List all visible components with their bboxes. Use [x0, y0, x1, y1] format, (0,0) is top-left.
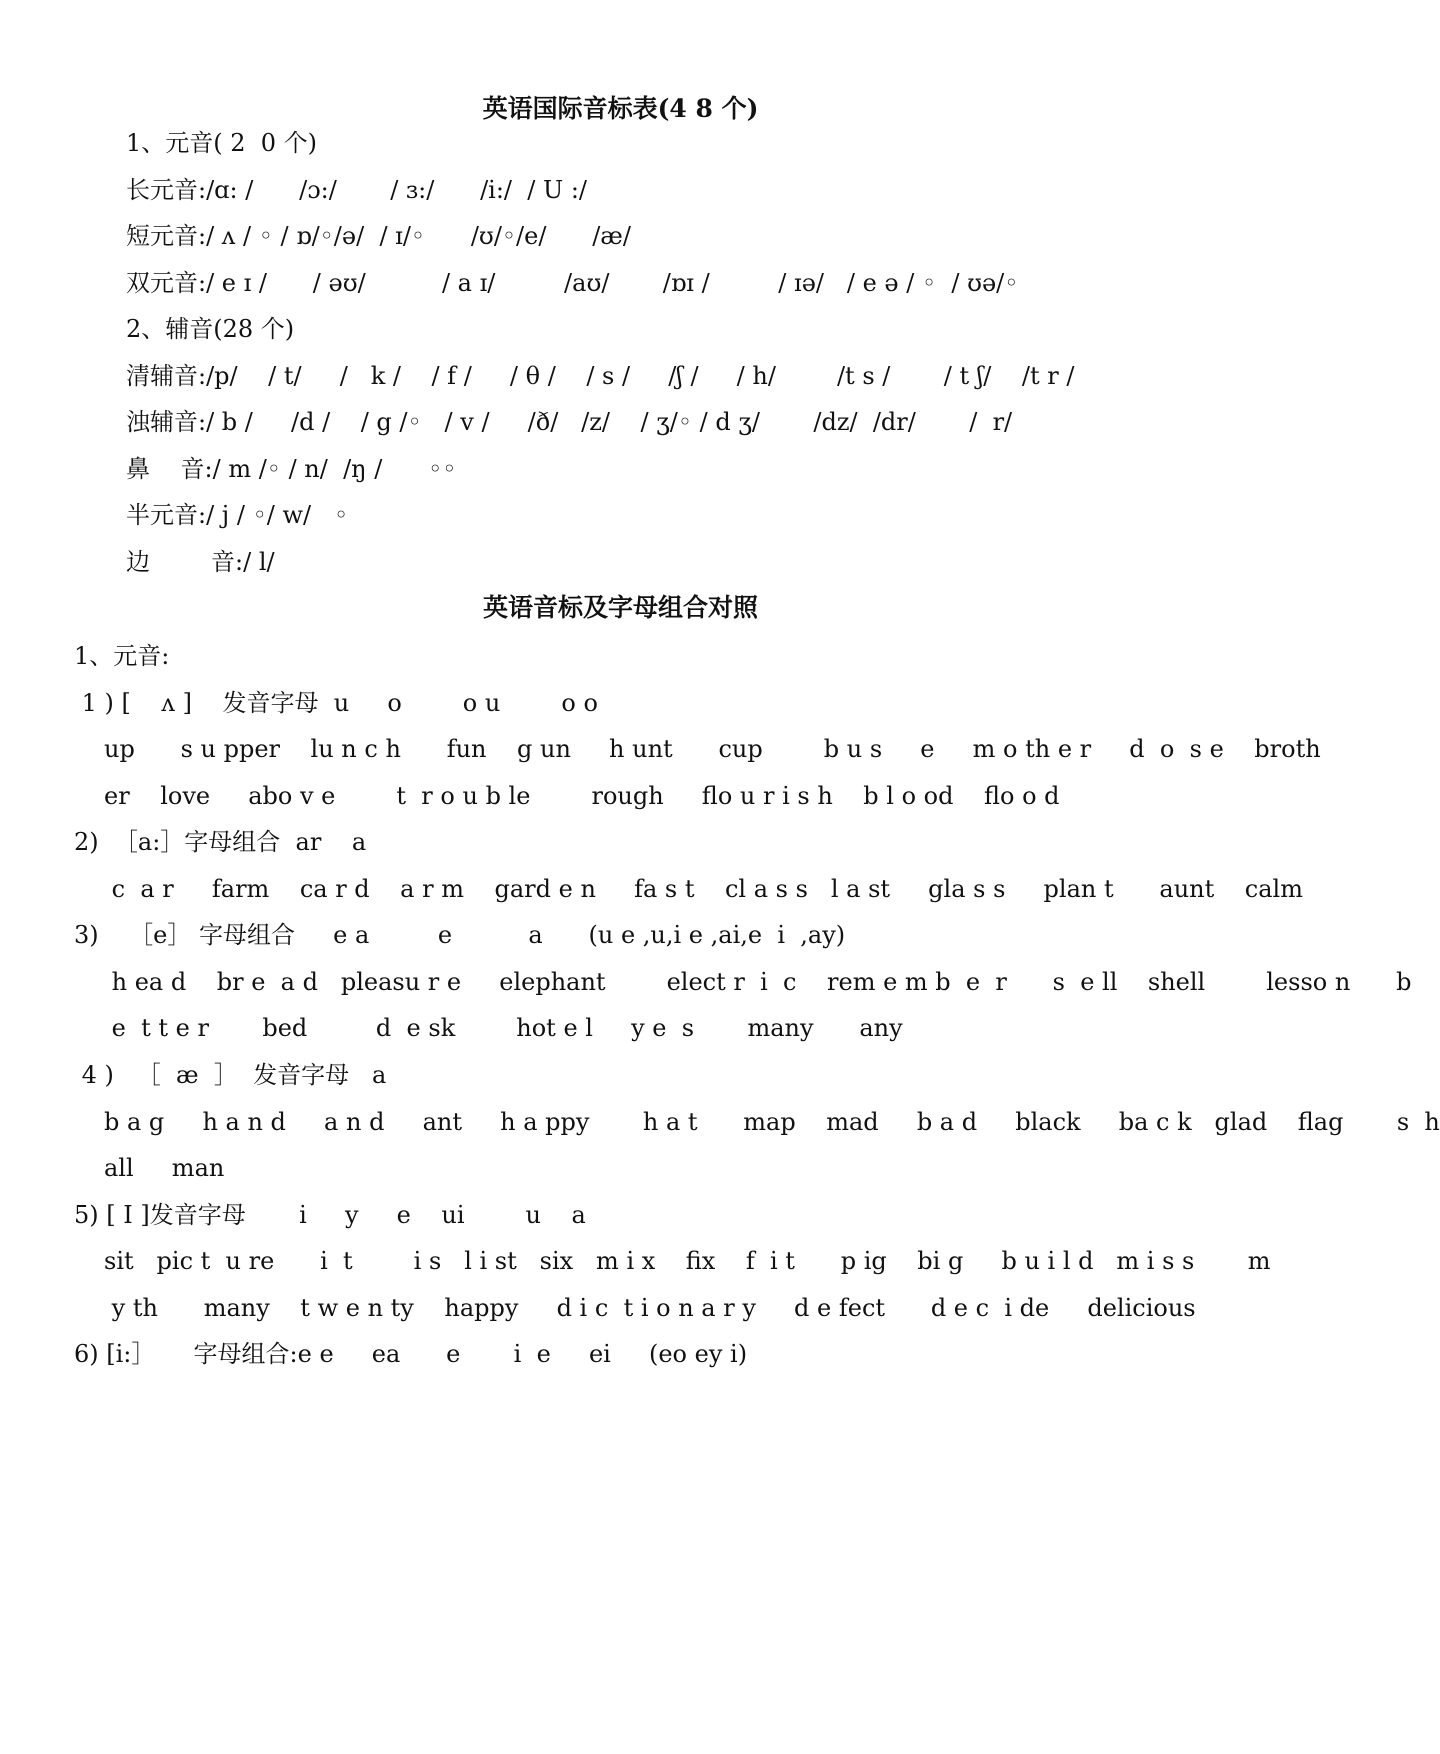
group-3-words-line-2: e t t e r bed d e sk hot e l y e s many any — [104, 1014, 903, 1042]
group-3-words-line-1: h ea d br e a d pleasu r e elephant elect r i c rem e m b e r s e ll shell lesso n b — [104, 968, 1412, 996]
group-1-heading: 1 ) [ ʌ ] 发音字母 u o o u o o — [74, 689, 598, 717]
group-2-words-line-1: c a r farm ca r d a r m gard e n fa s t cl a s s l a st gla s s plan t aunt calm — [104, 875, 1303, 903]
page-title: 英语国际音标表(4 8 个) — [482, 94, 759, 123]
group-3-heading: 3) ［e］ 字母组合 e a e a (u e ,u,i e ,ai,e i ,ay) — [74, 921, 846, 949]
lateral-row: 边 音:/ l/ — [126, 548, 275, 576]
semivowel-row: 半元音:/ j / ◦/ w/ ◦ — [126, 501, 349, 529]
group-4-heading: 4 ) ［ æ ］ 发音字母 a — [74, 1061, 387, 1089]
group-2-heading: 2) ［a:］字母组合 ar a — [74, 828, 367, 856]
short-vowels-row: 短元音:/ ʌ / ◦ / ɒ/◦/ə/ / ɪ/◦ /ʊ/◦/e/ /æ/ — [126, 222, 631, 250]
group-1-words-line-1: up s u pper lu n c h fun g un h unt cup b u s e m o th e r d o s e broth — [104, 735, 1321, 763]
comparison-title: 英语音标及字母组合对照 — [482, 593, 758, 622]
group-6-heading: 6) [i:］ 字母组合:e e ea e i e ei (eo ey i) — [74, 1340, 748, 1368]
nasal-row: 鼻 音:/ m /◦ / n/ /ŋ / ◦◦ — [126, 455, 457, 483]
voiced-consonants-row: 浊辅音:/ b / /d / / g /◦ / v / /ð/ /z/ / ʒ/◦ / d ʒ/ /dz/ /dr/ / r/ — [126, 408, 1013, 436]
long-vowels-row: 长元音:/ɑ: / /ɔ:/ / ɜ:/ /i:/ / U :/ — [126, 176, 588, 204]
group-5-words-line-2: y th many t w e n ty happy d i c t i o n a r y d e fect d e c i de delicious — [104, 1294, 1196, 1322]
voiceless-consonants-row: 清辅音:/p/ / t/ / k / / f / / θ / / s / /ʃ / / h/ /t s / / t ʃ/ /t r / — [126, 362, 1075, 390]
diphthongs-row: 双元音:/ e ɪ / / əʊ/ / a ɪ/ /aʊ/ /ɒɪ / / ɪə/ / e ə / ◦ / ʊə/◦ — [126, 269, 1019, 297]
vowels-heading: 1、元音( 2 0 个) — [126, 129, 318, 157]
comparison-vowels-heading: 1、元音: — [74, 642, 170, 670]
group-5-words-line-1: sit pic t u re i t i s l i st six m i x fix f i t p ig bi g b u i l d m i s s m — [104, 1247, 1271, 1275]
consonants-heading: 2、辅音(28 个) — [126, 315, 295, 343]
group-4-words-line-2: all man — [104, 1154, 225, 1182]
group-5-heading: 5) [ I ]发音字母 i y e ui u a — [74, 1201, 586, 1229]
group-4-words-line-1: b a g h a n d a n d ant h a ppy h a t map mad b a d black ba c k glad flag s h — [104, 1108, 1440, 1136]
group-1-words-line-2: er love abo v e t r o u b le rough flo u r i s h b l o od flo o d — [104, 782, 1060, 810]
